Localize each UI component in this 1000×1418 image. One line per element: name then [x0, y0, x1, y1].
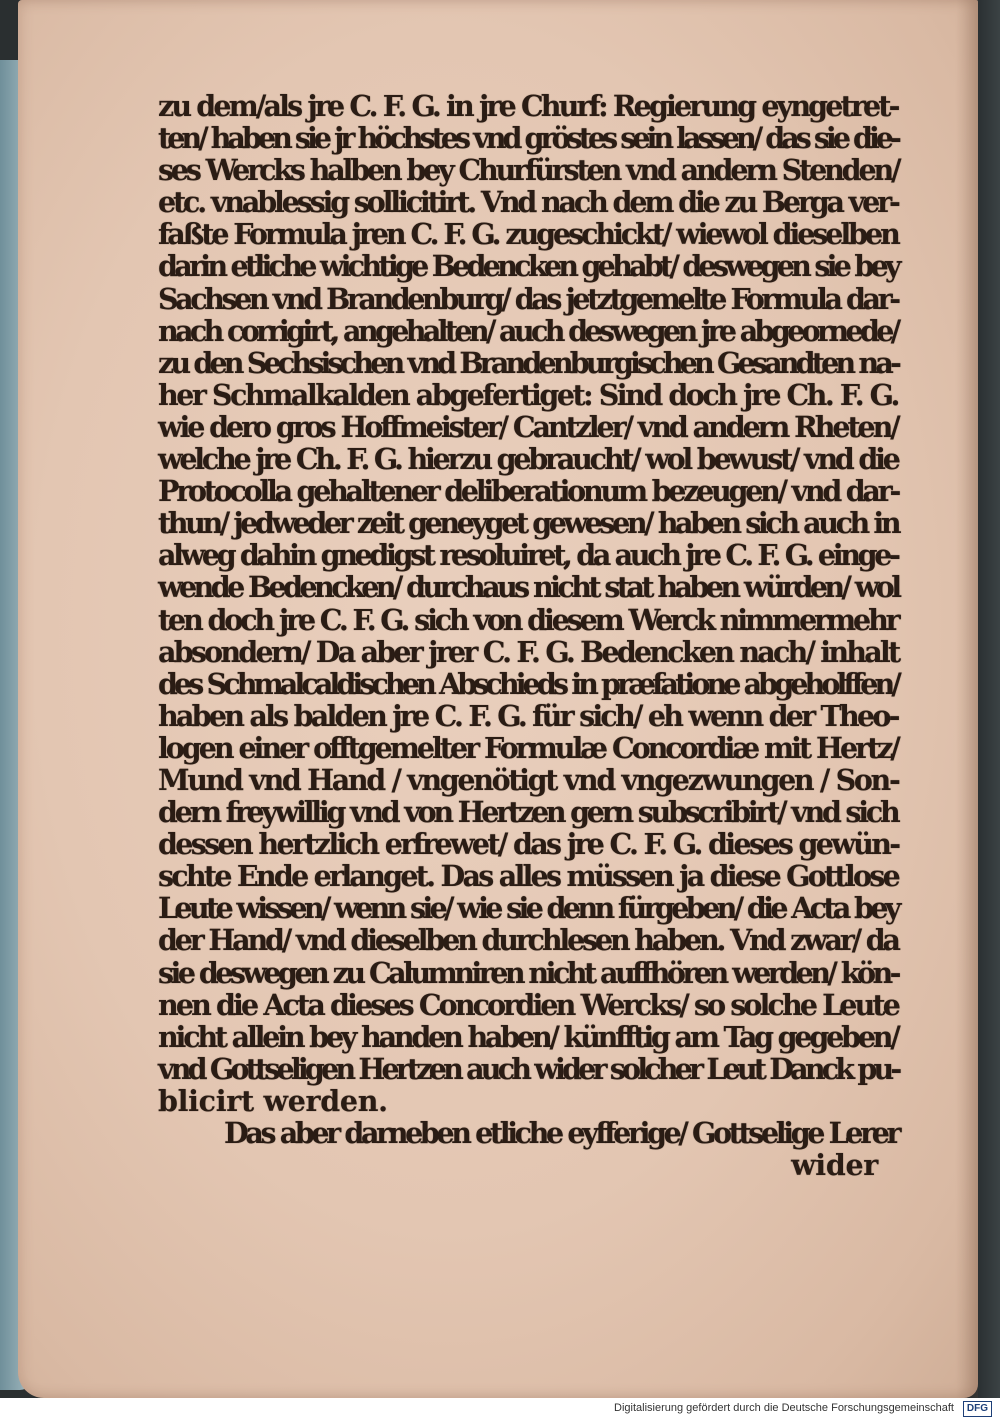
text-line: welche jre Ch. F. G. hierzu gebraucht/ wol bewust/ vnd die — [158, 442, 898, 477]
text-line: haben als balden jre C. F. G. für sich/ eh wenn der Theo- — [158, 698, 898, 733]
text-line: ten/ haben sie jr höchstes vnd gröstes sein lassen/ das sie die- — [158, 121, 898, 156]
digitization-footer — [0, 1398, 1000, 1418]
text-line: zu dem/als jre C. F. G. in jre Churf: Regierung eyngetret- — [158, 89, 898, 123]
page-text — [158, 90, 898, 1181]
text-line: blicirt werden. — [158, 1083, 388, 1118]
text-line: Protocolla gehaltener deliberationum bezeugen/ vnd dar- — [158, 474, 899, 509]
text-line: zu den Sechsischen vnd Brandenburgischen Gesandten na- — [158, 345, 898, 380]
text-line: dern freywillig vnd von Hertzen gern subscribirt/ vnd sich — [158, 795, 898, 830]
text-line: wende Bedencken/ durchaus nicht stat haben würden/ wol — [158, 570, 899, 605]
text-line: nach corrigirt, angehalten/ auch deswegen jre abgeornede/ — [158, 313, 898, 348]
text-line: logen einer offtgemelter Formulæ Concordiæ mit Hertz/ — [158, 730, 898, 765]
text-line: Sachsen vnd Brandenburg/ das jetztgemelte Formula dar- — [158, 281, 898, 316]
dfg-logo: DFG — [963, 1401, 992, 1417]
text-line: ses Wercks halben bey Churfürsten vnd andern Stenden/ — [158, 153, 899, 188]
text-line: ten doch jre C. F. G. sich von diesem Werck nimmermehr — [158, 602, 898, 637]
text-line: schte Ende erlanget. Das alles müssen ja diese Gottlose — [158, 859, 898, 894]
catchword: wider — [791, 1148, 878, 1183]
text-line: wie dero gros Hoffmeister/ Cantzler/ vnd andern Rheten/ — [158, 409, 898, 444]
funding-credit: Digitalisierung gefördert durch die Deutsche Forschungsgemeinschaft — [614, 1402, 954, 1414]
text-line: Leute wissen/ wenn sie/ wie sie denn fürgeben/ die Acta bey — [158, 891, 898, 926]
text-line: thun/ jedweder zeit geneyget gewesen/ haben sich auch in — [158, 506, 899, 541]
text-line: her Schmalkalden abgefertiget: Sind doch jre Ch. F. G. — [158, 377, 898, 412]
text-line: des Schmalcaldischen Abschieds in præfatione abgeholffen/ — [158, 666, 898, 701]
text-line: sie deswegen zu Calumniren nicht auffhören werden/ kön- — [158, 955, 898, 990]
text-line: dessen hertzlich erfrewet/ das jre C. F. G. dieses gewün- — [158, 827, 899, 862]
text-line: nicht allein bey handen haben/ künfftig am Tag gegeben/ — [158, 1019, 898, 1054]
text-line: Mund vnd Hand / vngenötigt vnd vngezwungen / Son- — [158, 762, 899, 797]
text-line: vnd Gottseligen Hertzen auch wider solcher Leut Danck pu- — [158, 1051, 899, 1086]
text-line: alweg dahin gnedigst resoluiret, da auch jre C. F. G. einge- — [158, 538, 898, 573]
paragraph-start-line: Das aber darneben etliche eyfferige/ Gottselige Lerer — [224, 1116, 899, 1150]
text-line: darin etliche wichtige Bedencken gehabt/ deswegen sie bey — [158, 249, 898, 284]
text-line: nen die Acta dieses Concordien Wercks/ so solche Leute — [158, 987, 898, 1022]
page-fold-shadow — [956, 0, 978, 1398]
text-line: absondern/ Da aber jrer C. F. G. Bedencken nach/ inhalt — [158, 634, 899, 669]
text-line: etc. vnablessig sollicitirt. Vnd nach dem die zu Berga ver- — [158, 185, 898, 220]
text-line: der Hand/ vnd dieselben durchlesen haben. Vnd zwar/ da — [158, 923, 898, 958]
text-line: faßte Formula jren C. F. G. zugeschickt/ wiewol dieselben — [158, 217, 898, 252]
